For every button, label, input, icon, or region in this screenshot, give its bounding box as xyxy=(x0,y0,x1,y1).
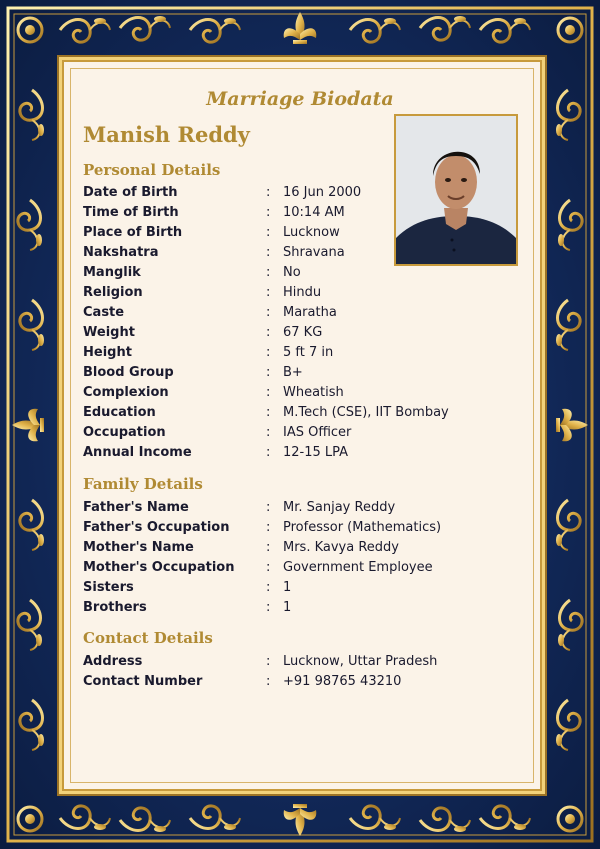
field-separator: : xyxy=(266,245,271,260)
field-value: Government Employee xyxy=(283,560,433,575)
field-separator: : xyxy=(266,425,271,440)
field-separator: : xyxy=(266,674,271,689)
field-separator: : xyxy=(266,225,271,240)
field-value: Professor (Mathematics) xyxy=(283,520,442,535)
field-value: Mrs. Kavya Reddy xyxy=(283,540,399,555)
field-separator: : xyxy=(266,345,271,360)
field-label: Education xyxy=(83,405,156,420)
field-value: B+ xyxy=(283,365,303,380)
field-label: Place of Birth xyxy=(83,225,183,240)
field-separator: : xyxy=(266,365,271,380)
field-label: Father's Occupation xyxy=(83,520,230,535)
field-label: Time of Birth xyxy=(83,205,179,220)
field-value: 12-15 LPA xyxy=(283,445,349,460)
field-label: Nakshatra xyxy=(83,245,159,260)
field-separator: : xyxy=(266,285,271,300)
candidate-name: Manish Reddy xyxy=(83,122,250,147)
section-heading-family: Family Details xyxy=(83,475,203,493)
field-label: Religion xyxy=(83,285,143,300)
field-separator: : xyxy=(266,325,271,340)
field-separator: : xyxy=(266,205,271,220)
field-separator: : xyxy=(266,580,271,595)
field-value: Lucknow xyxy=(283,225,340,240)
field-value: 10:14 AM xyxy=(283,205,345,220)
page-title: Marriage Biodata xyxy=(206,88,394,110)
field-label: Occupation xyxy=(83,425,166,440)
field-separator: : xyxy=(266,385,271,400)
field-value: Maratha xyxy=(283,305,337,320)
field-separator: : xyxy=(266,654,271,669)
field-label: Mother's Name xyxy=(83,540,194,555)
field-value: 16 Jun 2000 xyxy=(283,185,362,200)
field-label: Annual Income xyxy=(83,445,192,460)
field-separator: : xyxy=(266,540,271,555)
field-label: Date of Birth xyxy=(83,185,178,200)
field-label: Sisters xyxy=(83,580,134,595)
field-value: 67 KG xyxy=(283,325,323,340)
field-separator: : xyxy=(266,500,271,515)
field-label: Father's Name xyxy=(83,500,189,515)
field-value: Lucknow, Uttar Pradesh xyxy=(283,654,438,669)
field-value: M.Tech (CSE), IIT Bombay xyxy=(283,405,449,420)
field-value: IAS Officer xyxy=(283,425,352,440)
field-separator: : xyxy=(266,445,271,460)
person-portrait-icon xyxy=(396,116,516,264)
field-separator: : xyxy=(266,600,271,615)
section-heading-contact: Contact Details xyxy=(83,629,213,647)
profile-photo xyxy=(394,114,518,266)
field-separator: : xyxy=(266,185,271,200)
field-label: Contact Number xyxy=(83,674,203,689)
field-value: No xyxy=(283,265,301,280)
field-value: 5 ft 7 in xyxy=(283,345,334,360)
field-value: +91 98765 43210 xyxy=(283,674,402,689)
field-value: Wheatish xyxy=(283,385,344,400)
field-value: 1 xyxy=(283,600,292,615)
field-separator: : xyxy=(266,520,271,535)
field-label: Height xyxy=(83,345,132,360)
field-label: Manglik xyxy=(83,265,141,280)
field-value: Shravana xyxy=(283,245,345,260)
field-separator: : xyxy=(266,265,271,280)
field-value: 1 xyxy=(283,580,292,595)
field-label: Blood Group xyxy=(83,365,174,380)
field-value: Mr. Sanjay Reddy xyxy=(283,500,396,515)
field-label: Mother's Occupation xyxy=(83,560,235,575)
field-label: Complexion xyxy=(83,385,169,400)
field-label: Brothers xyxy=(83,600,147,615)
field-separator: : xyxy=(266,405,271,420)
field-label: Weight xyxy=(83,325,135,340)
field-label: Caste xyxy=(83,305,125,320)
field-separator: : xyxy=(266,560,271,575)
field-label: Address xyxy=(83,654,143,669)
field-value: Hindu xyxy=(283,285,322,300)
field-separator: : xyxy=(266,305,271,320)
section-heading-personal: Personal Details xyxy=(83,161,221,179)
